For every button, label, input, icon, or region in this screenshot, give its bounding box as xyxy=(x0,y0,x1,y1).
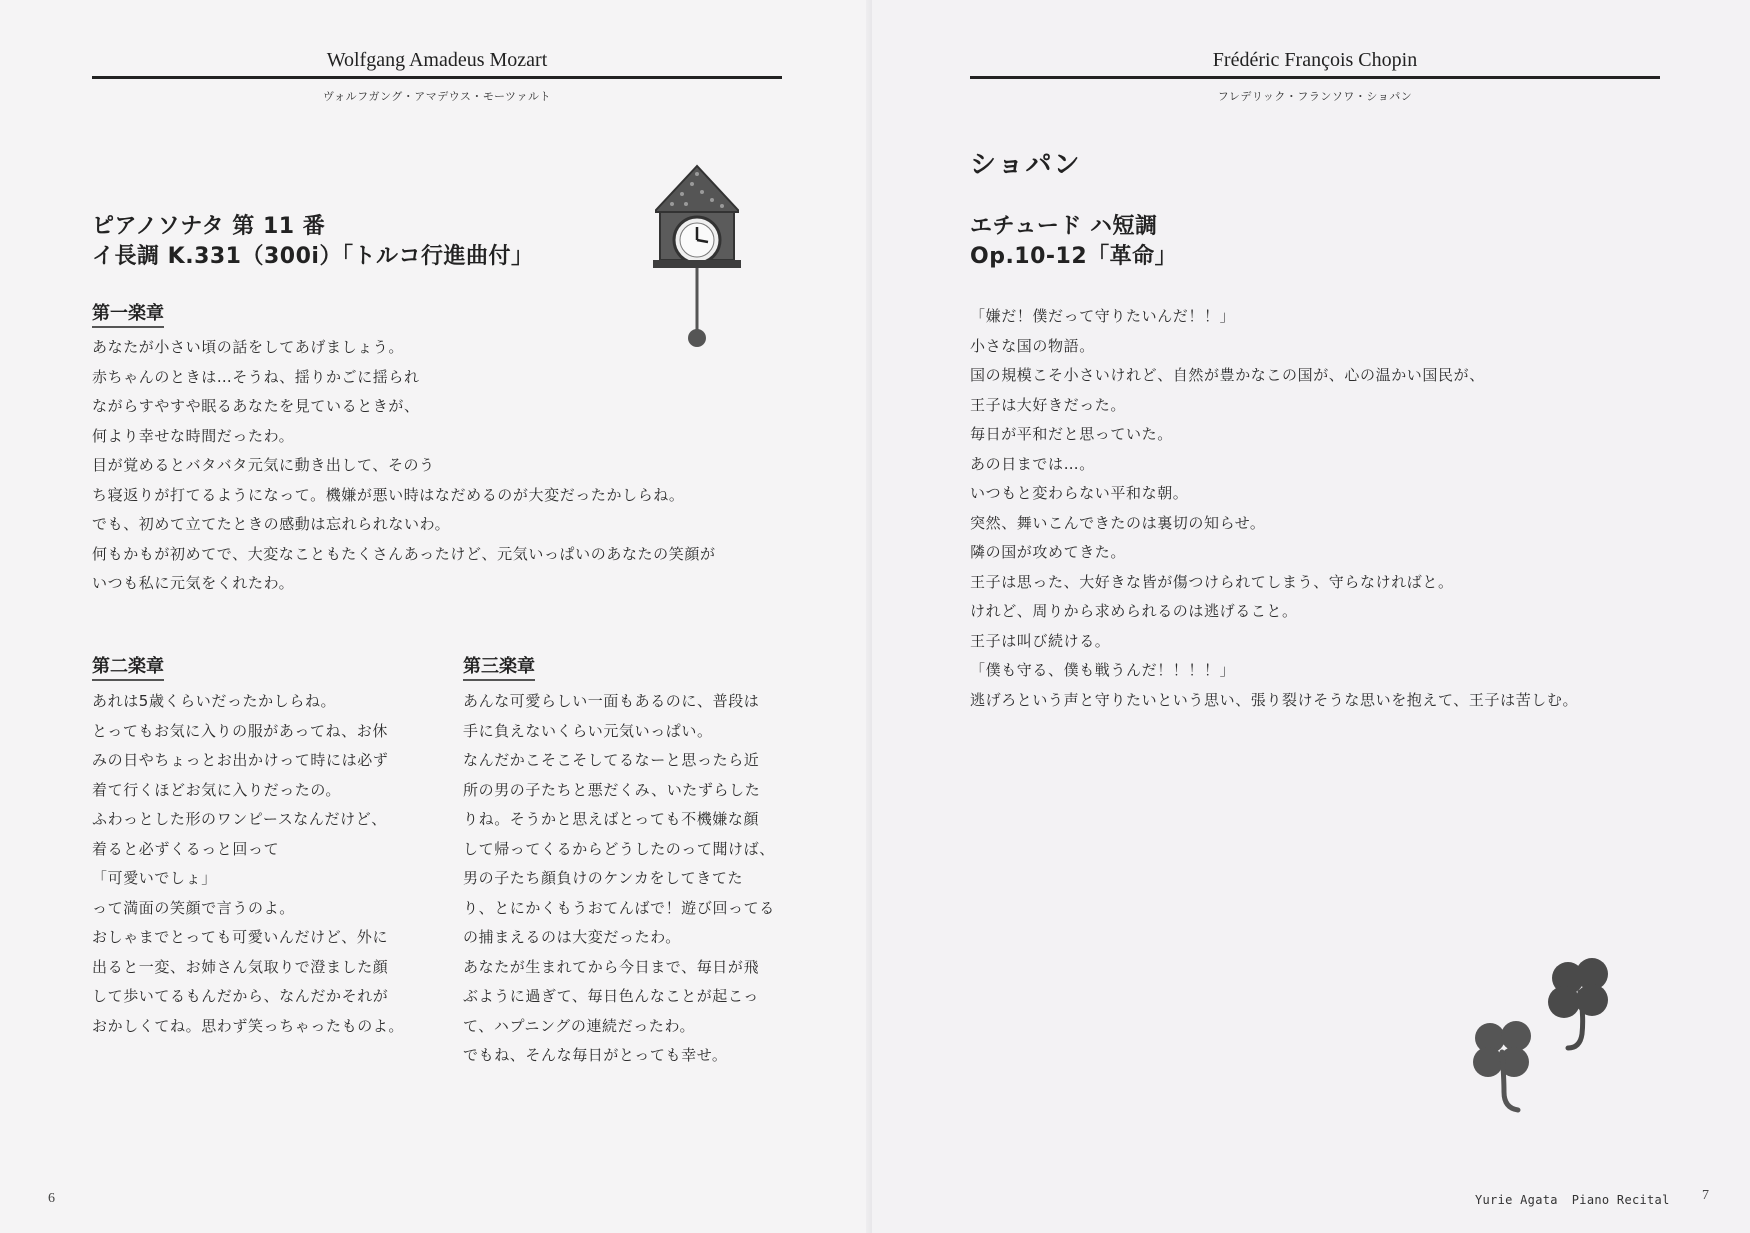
footer-credit xyxy=(1475,1193,1670,1207)
text-line: いつもと変わらない平和な朝。 xyxy=(970,484,1189,502)
text-line: でも、初めて立てたときの感動は忘れられないわ。 xyxy=(92,515,451,533)
text-line: けれど、周りから求められるのは逃げること。 xyxy=(970,602,1298,620)
text-line: 「嫌だ！僕だって守りたいんだ！！」 xyxy=(970,307,1236,325)
text-line: 目が覚めるとバタバタ元気に動き出して、そのう xyxy=(92,456,435,474)
text-line: いつも私に元気をくれたわ。 xyxy=(92,574,295,592)
text-line: 「僕も守る、僕も戦うんだ！！！！」 xyxy=(970,661,1236,679)
movement2-heading: 第二楽章 xyxy=(92,656,164,681)
performer-name: Yurie Agata xyxy=(1475,1193,1558,1207)
text-line: 着ると必ずくるっと回って xyxy=(92,839,280,858)
text-line: り、とにかくもうおてんばで！遊び回ってる xyxy=(463,898,775,917)
left-page xyxy=(0,0,872,1233)
text-line: 王子は大好きだった。 xyxy=(970,395,1127,414)
text-line: でもね、そんな毎日がとっても幸せ。 xyxy=(463,1046,728,1064)
text-line: おかしくてね。思わず笑っちゃったものよ。 xyxy=(92,1016,405,1035)
text-line: 国の規模こそ小さいけれど、自然が豊かなこの国が、心の温かい国民が、 xyxy=(970,366,1485,384)
text-line: みの日やちょっとお出かけって時には必ず xyxy=(92,751,389,769)
movement3-text xyxy=(463,687,775,1071)
text-line: 隣の国が攻めてきた。 xyxy=(970,543,1127,561)
story-text xyxy=(970,302,1578,715)
piece-title-line: ピアノソナタ 第 11 番 xyxy=(92,214,326,239)
text-line: 所の男の子たちと悪だくみ、いたずらした xyxy=(463,780,761,799)
text-line: 王子は叫び続ける。 xyxy=(970,631,1111,650)
text-line: 何もかもが初めてで、大変なこともたくさんあったけど、元気いっぱいのあなたの笑顔が xyxy=(92,544,716,563)
text-line: なんだかこそこそしてるなーと思ったら近 xyxy=(463,751,760,769)
composer-name-kana: ヴォルフガング・アマデウス・モーツァルト xyxy=(323,90,551,103)
text-line: って満面の笑顔で言うのよ。 xyxy=(92,898,295,917)
piece-title xyxy=(970,212,1177,272)
text-line: ぶように過ぎて、毎日色んなことが起こっ xyxy=(463,987,759,1005)
piece-title xyxy=(92,212,533,272)
text-line: あなたが生まれてから今日まで、毎日が飛 xyxy=(463,957,760,976)
text-line: ち寝返りが打てるようになって。機嫌が悪い時はなだめるのが大変だったかしらね。 xyxy=(92,485,685,504)
text-line: 「可愛いでしょ」 xyxy=(92,869,217,887)
text-line: ながらすやすや眠るあなたを見ているときが、 xyxy=(92,397,420,415)
text-line: して帰ってくるからどうしたのって聞けば、 xyxy=(463,839,775,858)
chopin-header xyxy=(970,48,1660,104)
text-line: 出ると一変、お姉さん気取りで澄ました顔 xyxy=(92,957,389,976)
header-rule xyxy=(970,76,1660,79)
mozart-header xyxy=(92,48,782,104)
movement2-text xyxy=(92,687,404,1041)
text-line: あの日までは…。 xyxy=(970,454,1095,473)
composer-title: ショパン xyxy=(970,150,1082,180)
movement1-heading: 第一楽章 xyxy=(92,303,164,328)
event-name: Piano Recital xyxy=(1571,1193,1670,1207)
piece-title-line: イ長調 K.331（300i）「トルコ行進曲付」 xyxy=(92,244,534,269)
page-number: 7 xyxy=(1702,1188,1709,1203)
movement3-heading: 第三楽章 xyxy=(463,656,535,681)
composer-name: Frédéric François Chopin xyxy=(1212,49,1418,71)
text-line: ふわっとした形のワンピースなんだけど、 xyxy=(92,810,387,828)
piece-title-line: Op.10-12「革命」 xyxy=(970,244,1178,269)
page-number: 6 xyxy=(48,1191,55,1206)
text-line: 突然、舞いこんできたのは裏切の知らせ。 xyxy=(970,513,1266,532)
text-line: 逃げろという声と守りたいという思い、張り裂けそうな思いを抱えて、王子は苦しむ。 xyxy=(970,690,1579,709)
text-line: して歩いてるもんだから、なんだかそれが xyxy=(92,987,389,1005)
text-line: 男の子たち顔負けのケンカをしてきてた xyxy=(463,869,744,887)
clover-icon xyxy=(1542,956,1622,1056)
composer-name: Wolfgang Amadeus Mozart xyxy=(326,49,548,71)
header-rule xyxy=(92,76,782,79)
text-line: おしゃまでとっても可愛いんだけど、外に xyxy=(92,928,389,946)
text-line: て、ハプニングの連続だったわ。 xyxy=(463,1016,696,1035)
composer-name-kana: フレデリック・フランソワ・ショパン xyxy=(1217,90,1413,103)
right-page xyxy=(872,0,1750,1233)
text-line: 王子は思った、大好きな皆が傷つけられてしまう、守らなければと。 xyxy=(970,572,1454,591)
text-line: 赤ちゃんのときは…そうね、揺りかごに揺られ xyxy=(92,367,420,386)
text-line: 着て行くほどお気に入りだったの。 xyxy=(92,780,342,799)
text-line: 手に負えないくらい元気いっぱい。 xyxy=(463,721,713,740)
text-line: とってもお気に入りの服があってね、お休 xyxy=(92,721,388,740)
text-line: 何より幸せな時間だったわ。 xyxy=(92,426,295,445)
text-line: あんな可愛らしい一面もあるのに、普段は xyxy=(463,692,760,710)
text-line: の捕まえるのは大変だったわ。 xyxy=(463,928,681,946)
text-line: あなたが小さい頃の話をしてあげましょう。 xyxy=(92,338,405,356)
movement1-text xyxy=(92,333,716,599)
text-line: りね。そうかと思えばとっても不機嫌な顔 xyxy=(463,810,760,828)
clover-icon xyxy=(1468,1016,1544,1116)
piece-title-line: エチュード ハ短調 xyxy=(970,214,1158,239)
text-line: 毎日が平和だと思っていた。 xyxy=(970,425,1173,443)
text-line: あれは5歳くらいだったかしらね。 xyxy=(92,692,337,710)
cuckoo-clock-icon xyxy=(648,162,746,352)
text-line: 小さな国の物語。 xyxy=(970,336,1095,355)
